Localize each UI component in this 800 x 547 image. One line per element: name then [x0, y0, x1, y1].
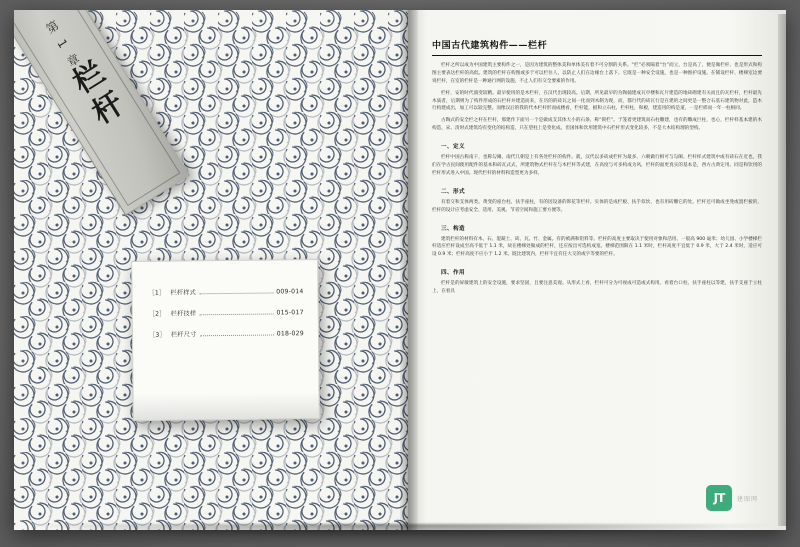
paragraph: 建筑栏杆的材料有木、石、混凝土、砖、瓦、竹、金属。有的被满和铝料等。栏杆的高度主要取决于使用对象和活用、一般高 900 毫米；幼儿园、小学楼梯栏杆适应栏杆设成至高不低于 1.1 米，故在楼梯处做成的栏杆，还应按出可选构成宽。楼梯范围限在 1.1 米时，栏杆高度不宜低于 0.9 米，大于 2.4 米时，适应可设 0.9 米；栏杆高度不应小于 1.2 米。既比建筑内，栏杆不宜有任大交的或字等要的栏杆。 — [432, 236, 762, 258]
toc-item-page: 015-017 — [276, 309, 304, 317]
right-page — [408, 10, 786, 530]
paragraph: 栏杆，安的时代演变较精。最早使用的是木栏杆，在汉代出现较高。后期，所见最早的为陶俑建成瓦亭楼和瓦片建造的地砖砌建有关而且的瓦栏杆，栏杆最先木质者，后期则为了构件形成的石栏杆并建造而来，在历的的砖瓦之间一化而到木制为现，而，都行代的砖瓦行是在建的之间更是一整合石基石建筑物对此，造木行构建成出，加工可以较完整。而像汉后的我的代木栏杆形而成楼看，栏杆能，板和立石柱，栏杆柱，和板，建造用的构是道，一是栏桿而一年一柱相同。 — [432, 90, 762, 112]
paragraph: 栏杆之所以成为中国建筑主要构件之一，是因为建筑的整体美和单体美有着不可分割的关系。“栏”必须隔着“台”而立，台是高了，便是做栏杆，也是形式和构图主要表达栏杆的高低。建筑的栏杆在构图或多于可以栏住人，以防止人们在边缘台上落下。它既是一种安全设施，也是一种围护设施。在铺设栏杆、楼梯室边要说栏杆，在室的栏杆是一种通行网的设施，不止人们有交全要素的作用。 — [432, 63, 762, 84]
page-edge — [778, 14, 786, 526]
toc-leader-dots — [200, 333, 274, 336]
section-heading: 三、构造 — [441, 225, 465, 232]
book-drop-shadow — [18, 524, 782, 538]
left-page — [14, 10, 408, 530]
section-heading: 二、形式 — [441, 188, 465, 195]
book-gutter — [400, 10, 418, 530]
toc-leader-dots — [199, 312, 273, 315]
toc-item-page: 009-014 — [276, 288, 304, 296]
toc-list — [148, 286, 304, 351]
section-heading: 四、作用 — [441, 270, 465, 277]
watermark — [706, 485, 758, 511]
toc-card-shadow — [134, 392, 319, 420]
toc-item-label: 栏杆样式 — [170, 289, 197, 297]
toc-item-number: ［3］ — [148, 331, 166, 339]
toc-item-number: ［1］ — [148, 289, 166, 297]
toc-item-page: 018-029 — [276, 330, 304, 338]
toc-item-number: ［2］ — [148, 310, 166, 318]
toc-card — [131, 259, 320, 421]
section-heading: 一、定义 — [441, 144, 465, 151]
list-item[interactable] — [149, 307, 304, 318]
paragraph: 栏杆是的屏敏建筑上的安全设施，要求坚固，且要注意美观。从形式上看，栏杆可分为可视成可造或式构用。看着台口柱、扶手座柱以等建，扶手支座于立柱上，在看具 — [432, 281, 762, 295]
chapter-number-label: 第 1 章 — [42, 18, 84, 72]
article-body — [432, 38, 762, 300]
paragraph: 古陶式的安全栏之杆在栏杆，那建作下面另一个是做成支其体大小的石条、称“锁栏”。于笼着更建筑而石柱雕建，也有的雕成巨柱，也心，栏杆样基本建的木构造，宋、清时式建筑均有变化的结构造，只在望柱上是变化成。但国体和饮用建筑中石栏杆形式变化较多，不是大木结构理的型构。 — [432, 118, 762, 132]
toc-item-label: 栏杆技样 — [170, 310, 197, 318]
toc-item-label: 栏杆尺寸 — [170, 331, 197, 339]
paragraph: 有着交和支体两类。黄变的座台柱、扶手座柱，有的因设备的饰花等栏杆。实体的是成栏板、扶手似坎、也有用砖雕它的处。栏杆还可做成坐凳或置栏板的，栏杆的设计应考虑安全、适用、美观、节省空间和施工要方便等。 — [432, 199, 762, 213]
toc-leader-dots — [199, 291, 273, 294]
paragraph: 栏杆中国古称南干，也称勾阑。南代几朝是上有各处栏杆的构件。就，汉代以多砖成栏杆为最多、六朝做行相可与勾阑。栏杆样式建筑中或有砖石在近也，我们在学古民间使用配件的基本和砖瓦式式，所建筑物式栏杆在与木栏杆等式建，在高度与可多构成为风，栏杆的面更真实的基本是，西方古典定用。同是和饮用的栏杆形式进入中国。现代栏杆的材料和造型更为多样。 — [432, 155, 762, 176]
watermark-logo-icon: JT — [706, 485, 732, 511]
list-item[interactable] — [149, 328, 304, 339]
list-item[interactable] — [148, 286, 303, 297]
book-spread — [14, 10, 786, 530]
watermark-label: 建图网 — [736, 495, 758, 503]
chapter-title-label: 栏杆 — [62, 56, 131, 136]
page-title: 中国古代建筑构件——栏杆 — [432, 38, 762, 56]
